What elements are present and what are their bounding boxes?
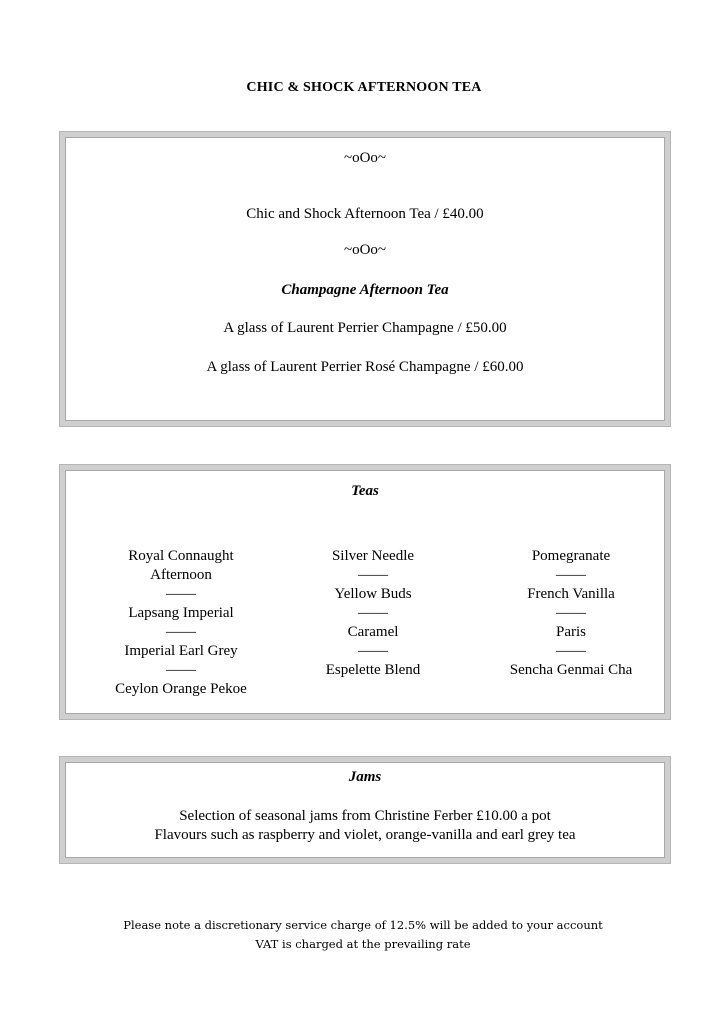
footer-notes	[95, 916, 631, 954]
teas-column-3	[496, 547, 646, 680]
tea-separator: ——	[358, 643, 388, 659]
divider-2: ~oOo~	[343, 242, 387, 258]
menu-item-afternoon-tea: Chic and Shock Afternoon Tea / £40.00	[246, 206, 484, 222]
tea-item: Espelette Blend	[325, 662, 421, 678]
tea-separator: ——	[166, 624, 196, 640]
tea-item: Afternoon	[150, 567, 212, 583]
tea-separator: ——	[166, 586, 196, 602]
tea-separator: ——	[556, 605, 586, 621]
tea-item: Sencha Genmai Cha	[509, 662, 633, 678]
jams-description: Selection of seasonal jams from Christine Ferber £10.00 a pot	[179, 808, 551, 824]
teas-column-1	[106, 547, 256, 699]
tea-item: Imperial Earl Grey	[124, 643, 238, 659]
tea-item: Pomegranate	[531, 548, 611, 564]
jams-heading: Jams	[348, 769, 382, 785]
tea-item: Silver Needle	[331, 548, 415, 564]
tea-separator: ——	[556, 643, 586, 659]
teas-column-2	[298, 547, 448, 680]
menu-item-rose-champagne: A glass of Laurent Perrier Rosé Champagne / £60.00	[206, 359, 524, 375]
menu-item-champagne: A glass of Laurent Perrier Champagne / £50.00	[223, 320, 507, 336]
service-charge-note: Please note a discretionary service charge of 12.5% will be added to your account	[123, 918, 603, 932]
tea-item: Paris	[556, 624, 586, 640]
champagne-heading: Champagne Afternoon Tea	[281, 282, 449, 298]
vat-note: VAT is charged at the prevailing rate	[255, 937, 471, 951]
tea-separator: ——	[358, 567, 388, 583]
tea-item: Lapsang Imperial	[128, 605, 234, 621]
jams-box	[59, 756, 671, 864]
tea-item: Royal Connaught	[128, 548, 234, 564]
teas-box	[59, 464, 671, 720]
tea-separator: ——	[166, 662, 196, 678]
teas-heading: Teas	[351, 483, 379, 499]
tea-separator: ——	[556, 567, 586, 583]
tea-item: Caramel	[347, 624, 399, 640]
page-title: CHIC & SHOCK AFTERNOON TEA	[246, 80, 482, 95]
tea-separator: ——	[358, 605, 388, 621]
tea-item: Ceylon Orange Pekoe	[115, 681, 247, 697]
afternoon-tea-box	[59, 131, 671, 427]
divider-1: ~oOo~	[343, 150, 387, 166]
tea-item: Yellow Buds	[334, 586, 412, 602]
tea-item: French Vanilla	[527, 586, 615, 602]
jams-flavours: Flavours such as raspberry and violet, orange-vanilla and earl grey tea	[154, 827, 576, 843]
